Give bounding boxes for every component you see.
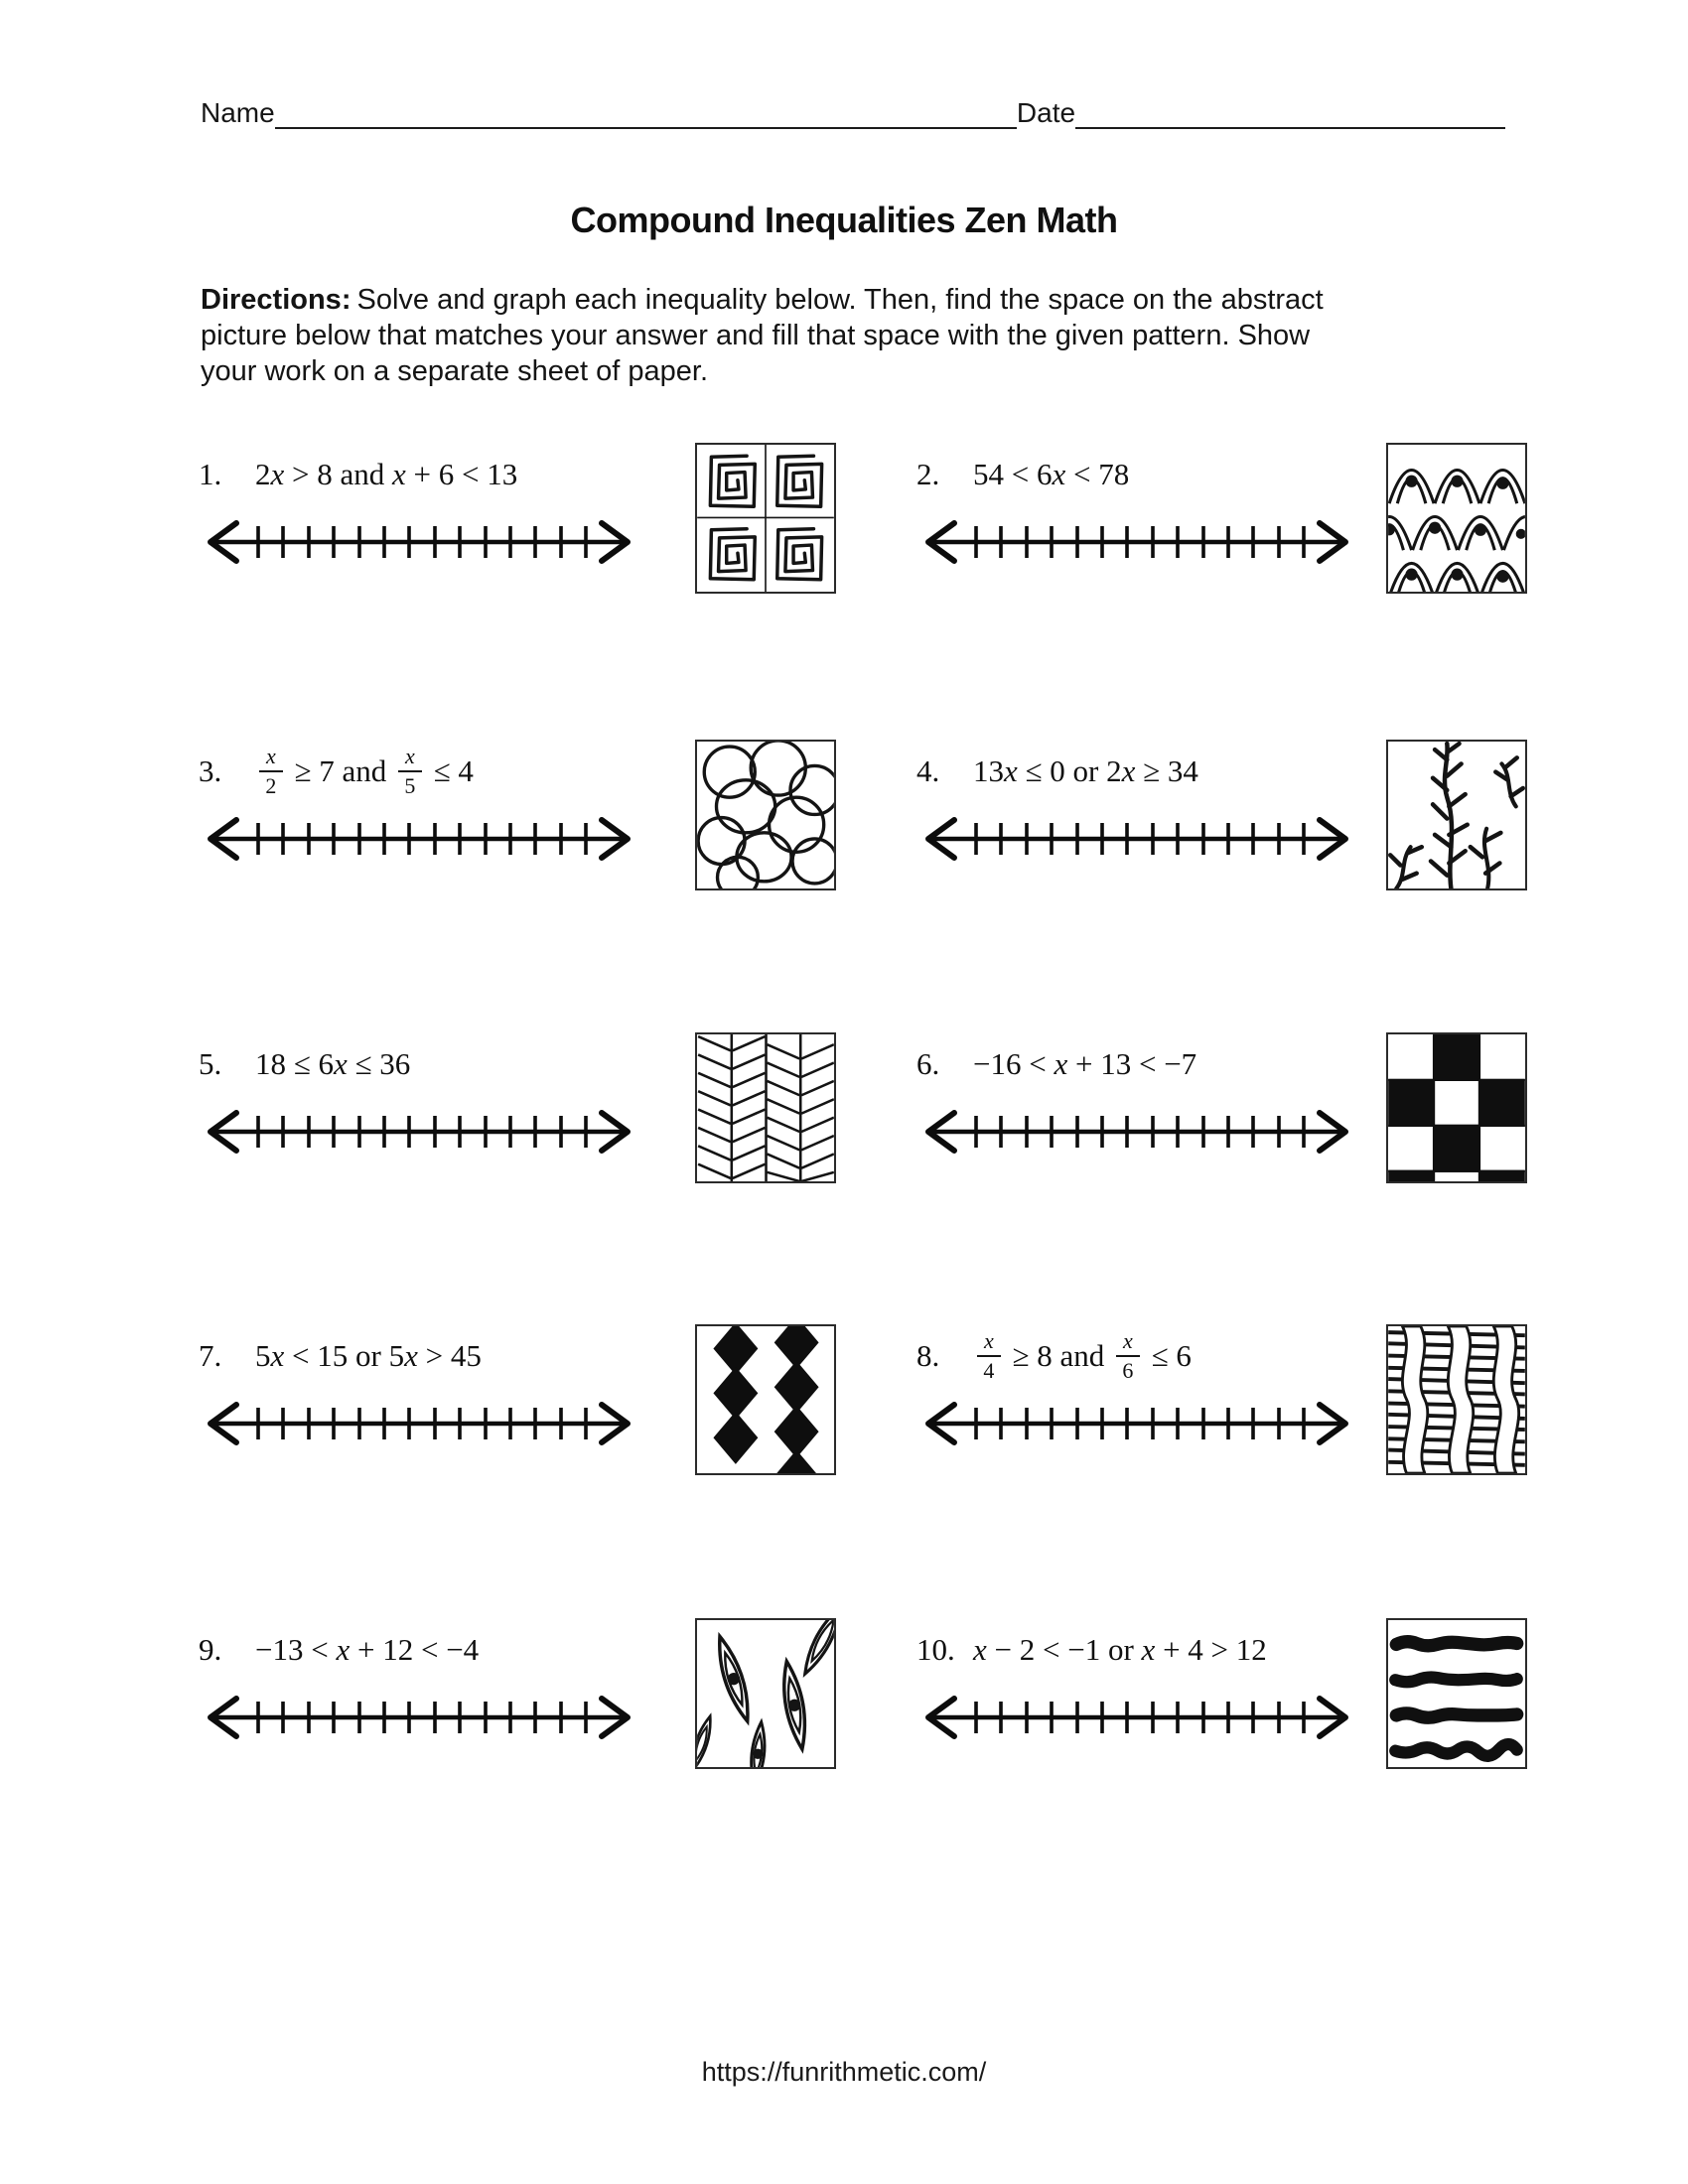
pattern-swatch-herringbone (695, 1032, 836, 1183)
math-text: 18 ≤ 6 (255, 1046, 335, 1081)
math-text: + 4 > 12 (1155, 1632, 1267, 1667)
math-text: < 15 or 5 (284, 1338, 405, 1373)
problem-number: 4. (916, 753, 940, 788)
math-text: ≤ 4 (425, 753, 474, 788)
math-text: ≥ 34 (1135, 753, 1198, 788)
math-fraction: $\frac{x}{6}$ (1116, 1330, 1140, 1382)
math-text: 2 (255, 457, 271, 491)
problem-2 (916, 443, 1572, 656)
name-label: Name (201, 97, 275, 128)
number-line[interactable] (201, 1104, 637, 1160)
math-fraction: $\frac{x}{5}$ (398, 746, 422, 797)
number-line[interactable] (918, 514, 1355, 570)
math-variable: x (1121, 753, 1136, 788)
number-line[interactable] (201, 811, 637, 867)
problem-number: 10. (916, 1632, 955, 1667)
problem-number: 1. (199, 457, 222, 491)
number-line[interactable] (201, 514, 637, 570)
math-text: 13 (973, 753, 1004, 788)
math-variable: x (1141, 1632, 1156, 1667)
date-blank-line[interactable] (1075, 117, 1505, 129)
problem-4 (916, 740, 1572, 953)
number-line[interactable] (918, 1396, 1355, 1451)
problem-expression (973, 1046, 1196, 1082)
math-text: −13 < (255, 1632, 337, 1667)
directions-text: Solve and graph each inequality below. Then, find the space on the abstract picture below that matches your answer and fill that space with the given pattern. Show your work on a separate sheet of paper. (201, 284, 1324, 387)
math-text: −16 < (973, 1046, 1055, 1081)
problem-number: 5. (199, 1046, 222, 1081)
pattern-swatch-scales (1386, 443, 1527, 594)
math-text: 54 < 6 (973, 457, 1053, 491)
math-variable: x (270, 457, 285, 491)
pattern-swatch-eye-leaves (695, 1618, 836, 1769)
math-text: + 6 < 13 (405, 457, 518, 491)
number-line[interactable] (918, 1104, 1355, 1160)
directions-heading: Directions: (201, 284, 352, 316)
problem-expression (255, 1632, 479, 1668)
pattern-swatch-circle-scribble (695, 740, 836, 890)
pattern-swatch-vine-branches (1386, 740, 1527, 890)
problem-number: 3. (199, 753, 222, 788)
problem-7 (199, 1324, 854, 1538)
math-text: 5 (255, 1338, 271, 1373)
math-variable: x (334, 1046, 348, 1081)
math-text: ≤ 0 or 2 (1017, 753, 1122, 788)
pattern-swatch-wavy-ribbons (1386, 1324, 1527, 1475)
problem-expression (973, 1330, 1192, 1382)
problem-number: 2. (916, 457, 940, 491)
math-text: ≤ 36 (347, 1046, 411, 1081)
math-text: < 78 (1065, 457, 1130, 491)
math-fraction: $\frac{x}{4}$ (977, 1330, 1001, 1382)
math-text: ≥ 7 and (286, 753, 395, 788)
problem-8 (916, 1324, 1572, 1538)
math-variable: x (270, 1338, 285, 1373)
problem-expression (973, 1632, 1267, 1668)
number-line[interactable] (918, 1690, 1355, 1745)
name-blank-line[interactable] (275, 117, 1017, 129)
date-label: Date (1016, 97, 1076, 128)
math-text: > 45 (417, 1338, 482, 1373)
problem-expression (255, 746, 474, 797)
pattern-swatch-square-spirals (695, 443, 836, 594)
math-variable: x (973, 1632, 987, 1667)
math-text: ≥ 8 and (1004, 1338, 1113, 1373)
math-text: + 13 < −7 (1067, 1046, 1197, 1081)
problem-number: 8. (916, 1338, 940, 1373)
math-text: − 2 < −1 or (986, 1632, 1142, 1667)
page-title: Compound Inequalities Zen Math (570, 200, 1118, 240)
math-text: + 12 < −4 (350, 1632, 480, 1667)
problem-10 (916, 1618, 1572, 1832)
math-text: > 8 and (284, 457, 393, 491)
problem-number: 7. (199, 1338, 222, 1373)
problem-1 (199, 443, 854, 656)
problem-number: 9. (199, 1632, 222, 1667)
problem-number: 6. (916, 1046, 940, 1081)
problem-expression (973, 457, 1129, 492)
directions-paragraph (201, 282, 1531, 389)
math-variable: x (1052, 457, 1066, 491)
problem-3 (199, 740, 854, 953)
math-variable: x (404, 1338, 418, 1373)
pattern-swatch-scribble-stripes (1386, 1618, 1527, 1769)
problem-expression (255, 1046, 410, 1082)
math-variable: x (392, 457, 406, 491)
problem-9 (199, 1618, 854, 1832)
math-text: ≤ 6 (1143, 1338, 1192, 1373)
problem-expression (255, 457, 517, 492)
footer-url: https://funrithmetic.com/ (701, 2057, 987, 2087)
pattern-swatch-checkerboard (1386, 1032, 1527, 1183)
math-variable: x (1004, 753, 1018, 788)
pattern-swatch-diamond-chains (695, 1324, 836, 1475)
math-variable: x (1054, 1046, 1068, 1081)
name-date-row (201, 99, 1505, 129)
number-line[interactable] (201, 1690, 637, 1745)
number-line[interactable] (201, 1396, 637, 1451)
math-fraction: $\frac{x}{2}$ (259, 746, 283, 797)
math-variable: x (336, 1632, 351, 1667)
problem-5 (199, 1032, 854, 1246)
problem-expression (973, 753, 1198, 789)
problem-expression (255, 1338, 482, 1374)
problem-6 (916, 1032, 1572, 1246)
number-line[interactable] (918, 811, 1355, 867)
